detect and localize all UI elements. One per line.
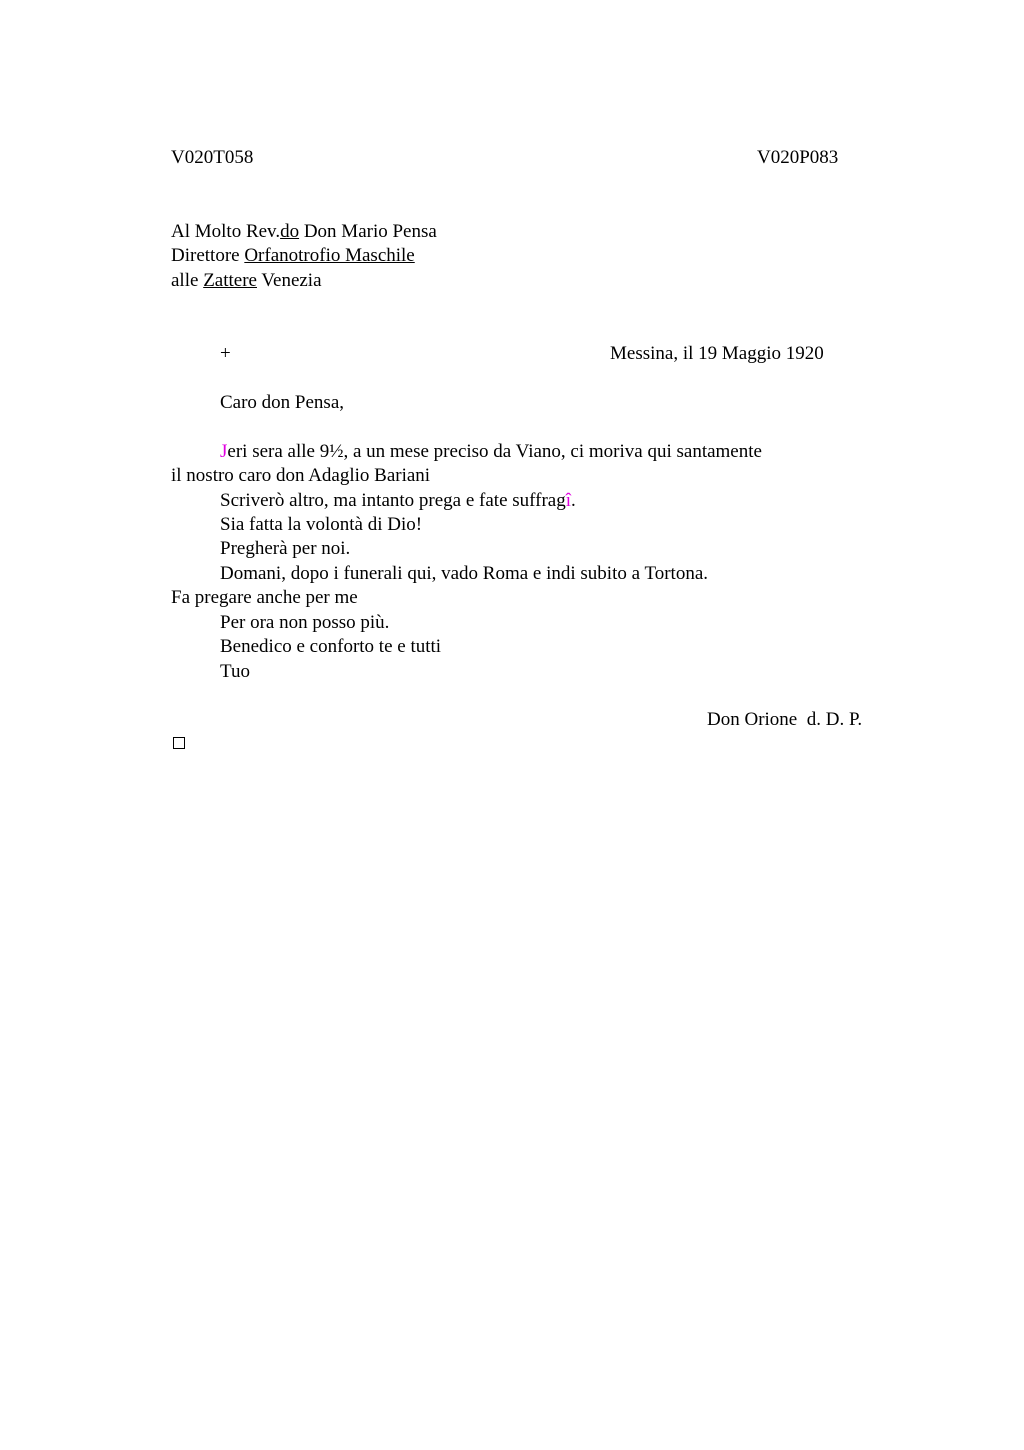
body-line-4: Sia fatta la volontà di Dio! <box>220 514 423 535</box>
address-alle: alle <box>171 270 204 291</box>
end-square-icon <box>173 737 185 749</box>
body-line-9: Benedico e conforto te e tutti <box>220 636 442 657</box>
highlighted-char: î <box>565 490 572 511</box>
body-line-10: Tuo <box>220 661 250 682</box>
body-line-3-text: Scriverò altro, ma intanto prega e fate suffrag <box>220 490 566 511</box>
body-line-6: Domani, dopo i funerali qui, vado Roma e indi subito a Tortona. <box>220 563 709 584</box>
address-line-3 <box>171 269 322 293</box>
initial-letter: J <box>220 441 228 462</box>
address-location: Zattere <box>203 270 257 291</box>
address-city: Venezia <box>256 270 322 291</box>
address-line-2 <box>171 244 415 268</box>
cross-symbol: + <box>220 343 231 364</box>
signature: Don Orione d. D. P. <box>707 709 863 730</box>
address-recipient: Don Mario Pensa <box>299 221 437 242</box>
document-code-left: V020T058 <box>171 147 254 168</box>
body-line-2: il nostro caro don Adaglio Bariani <box>171 465 431 486</box>
body-line-3 <box>220 489 576 513</box>
body-line-7: Fa pregare anche per me <box>171 587 358 608</box>
greeting: Caro don Pensa, <box>220 392 345 413</box>
place-date: Messina, il 19 Maggio 1920 <box>610 343 824 364</box>
address-abbrev-underlined: do <box>280 221 300 242</box>
address-institution: Orfanotrofio Maschile <box>244 245 415 266</box>
body-line-3-end: . <box>571 490 576 511</box>
body-line-1-text: eri sera alle 9½, a un mese preciso da Viano, ci moriva qui santamente <box>227 441 762 462</box>
body-line-8: Per ora non posso più. <box>220 612 390 633</box>
address-title: Direttore <box>171 245 245 266</box>
body-line-5: Pregherà per noi. <box>220 538 351 559</box>
document-code-right: V020P083 <box>757 147 839 168</box>
address-prefix: Al Molto Rev. <box>171 221 281 242</box>
body-line-1 <box>220 440 762 464</box>
address-line-1 <box>171 220 437 244</box>
